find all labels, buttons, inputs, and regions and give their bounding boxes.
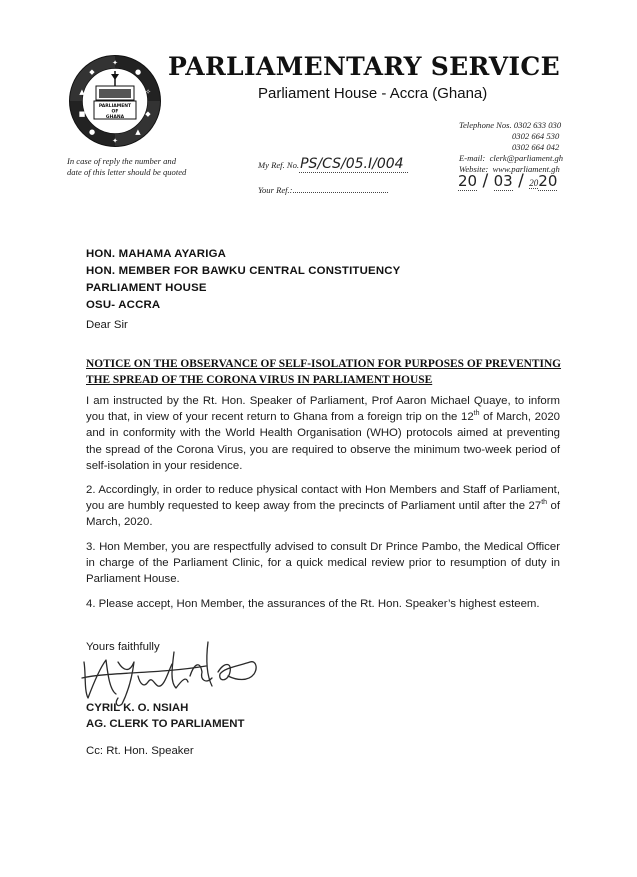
p2-text-a: 2. Accordingly, in order to reduce physical contact with Hon Members and Staff of Parliament, you are humbly requested to keep away from the precincts of Parliament until after the 27	[86, 484, 560, 513]
my-ref-label: My Ref. No.	[258, 160, 300, 170]
svg-text:●: ●	[88, 128, 96, 136]
svg-text:✦: ✦	[112, 137, 118, 145]
your-ref-row	[258, 178, 388, 197]
date-row: 20 / 03 / 2020	[458, 171, 558, 191]
telephone-3: 0302 664 042	[512, 142, 560, 152]
seal-text-line3: GHANA	[105, 115, 125, 120]
letter-subject: NOTICE ON THE OBSERVANCE OF SELF-ISOLATION FOR PURPOSES OF PREVENTING THE SPREAD OF THE CORONA VIRUS IN PARLIAMENT HOUSE	[86, 358, 562, 386]
parliament-seal-logo	[68, 54, 162, 148]
recipient-line-3: PARLIAMENT HOUSE	[86, 282, 207, 294]
p1-sup: th	[473, 410, 480, 418]
website-label: Website:	[459, 164, 489, 174]
email-value: clerk@parliament.gh	[489, 153, 564, 163]
svg-text:●: ●	[134, 68, 142, 76]
telephone-label: Telephone Nos.	[459, 120, 512, 130]
carbon-copy-line: Cc: Rt. Hon. Speaker	[86, 745, 194, 757]
signer-block	[86, 700, 244, 732]
p2-text-b: of March, 2020.	[86, 500, 560, 529]
svg-text:◆: ◆	[145, 110, 151, 118]
salutation: Dear Sir	[86, 319, 128, 331]
body-paragraph-2	[86, 482, 560, 531]
date-year-suffix: 20	[538, 172, 558, 190]
recipient-line-2: HON. MEMBER FOR BAWKU CENTRAL CONSTITUENCY	[86, 265, 401, 277]
signer-title: AG. CLERK TO PARLIAMENT	[86, 718, 245, 730]
date-year-prefix: 20	[529, 178, 539, 188]
recipient-line-4: OSU- ACCRA	[86, 299, 161, 311]
svg-text:◆: ◆	[89, 68, 95, 76]
p1-text-b: of March, 2020 and in conformity with the World Health Organisation (WHO) protocols aimed at preventing the spread of the Corona Virus, you are required to observe the minimum two-week period of self-isolation in your residence.	[86, 411, 560, 472]
body-paragraph-3: 3. Hon Member, you are respectfully advised to consult Dr Prince Pambo, the Medical Officer in charge of the Parliament Clinic, for a quick medical review prior to resumption of duty in Parliament House.	[86, 541, 560, 586]
website-value: www.parliament.gh	[492, 164, 560, 174]
date-day: 20	[458, 172, 478, 190]
your-ref-blank	[293, 182, 388, 193]
seal-text-line2: OF	[111, 109, 119, 115]
closing-phrase: Yours faithfully	[86, 641, 160, 653]
email-label: E-mail:	[459, 153, 486, 163]
contact-block	[459, 120, 563, 175]
seal-text-line1: PARLIAMENT	[98, 104, 132, 109]
recipient-address	[86, 246, 400, 314]
my-ref-row	[258, 153, 408, 173]
reply-instruction-note: In case of reply the number and date of this letter should be quoted	[67, 156, 187, 177]
p1-text-a: I am instructed by the Rt. Hon. Speaker of Parliament, Prof Aaron Michael Quaye, to inform you that, in view of your recent return to Ghana from a foreign trip on the 12	[86, 395, 560, 424]
body-paragraph-4: 4. Please accept, Hon Member, the assurances of the Rt. Hon. Speaker’s highest esteem.	[86, 598, 540, 610]
handwritten-signature	[78, 632, 263, 710]
svg-text:▲: ▲	[135, 128, 141, 136]
my-ref-value: PS/CS/05.I/004	[299, 156, 408, 173]
organization-address: Parliament House - Accra (Ghana)	[258, 85, 488, 102]
p2-sup: th	[541, 499, 548, 507]
organization-name: PARLIAMENTARY SERVICE	[168, 52, 560, 81]
date-month: 03	[493, 172, 513, 190]
signer-name: CYRIL K. O. NSIAH	[86, 702, 189, 714]
telephone-1: 0302 633 030	[513, 120, 562, 130]
svg-text:✧: ✧	[145, 88, 151, 96]
your-ref-label: Your Ref.:	[258, 185, 293, 195]
svg-text:■: ■	[78, 110, 86, 118]
svg-text:✦: ✦	[112, 59, 118, 67]
recipient-line-1: HON. MAHAMA AYARIGA	[86, 248, 227, 260]
svg-text:▲: ▲	[79, 88, 85, 96]
body-paragraph-1	[86, 393, 560, 474]
telephone-2: 0302 664 530	[512, 131, 560, 141]
